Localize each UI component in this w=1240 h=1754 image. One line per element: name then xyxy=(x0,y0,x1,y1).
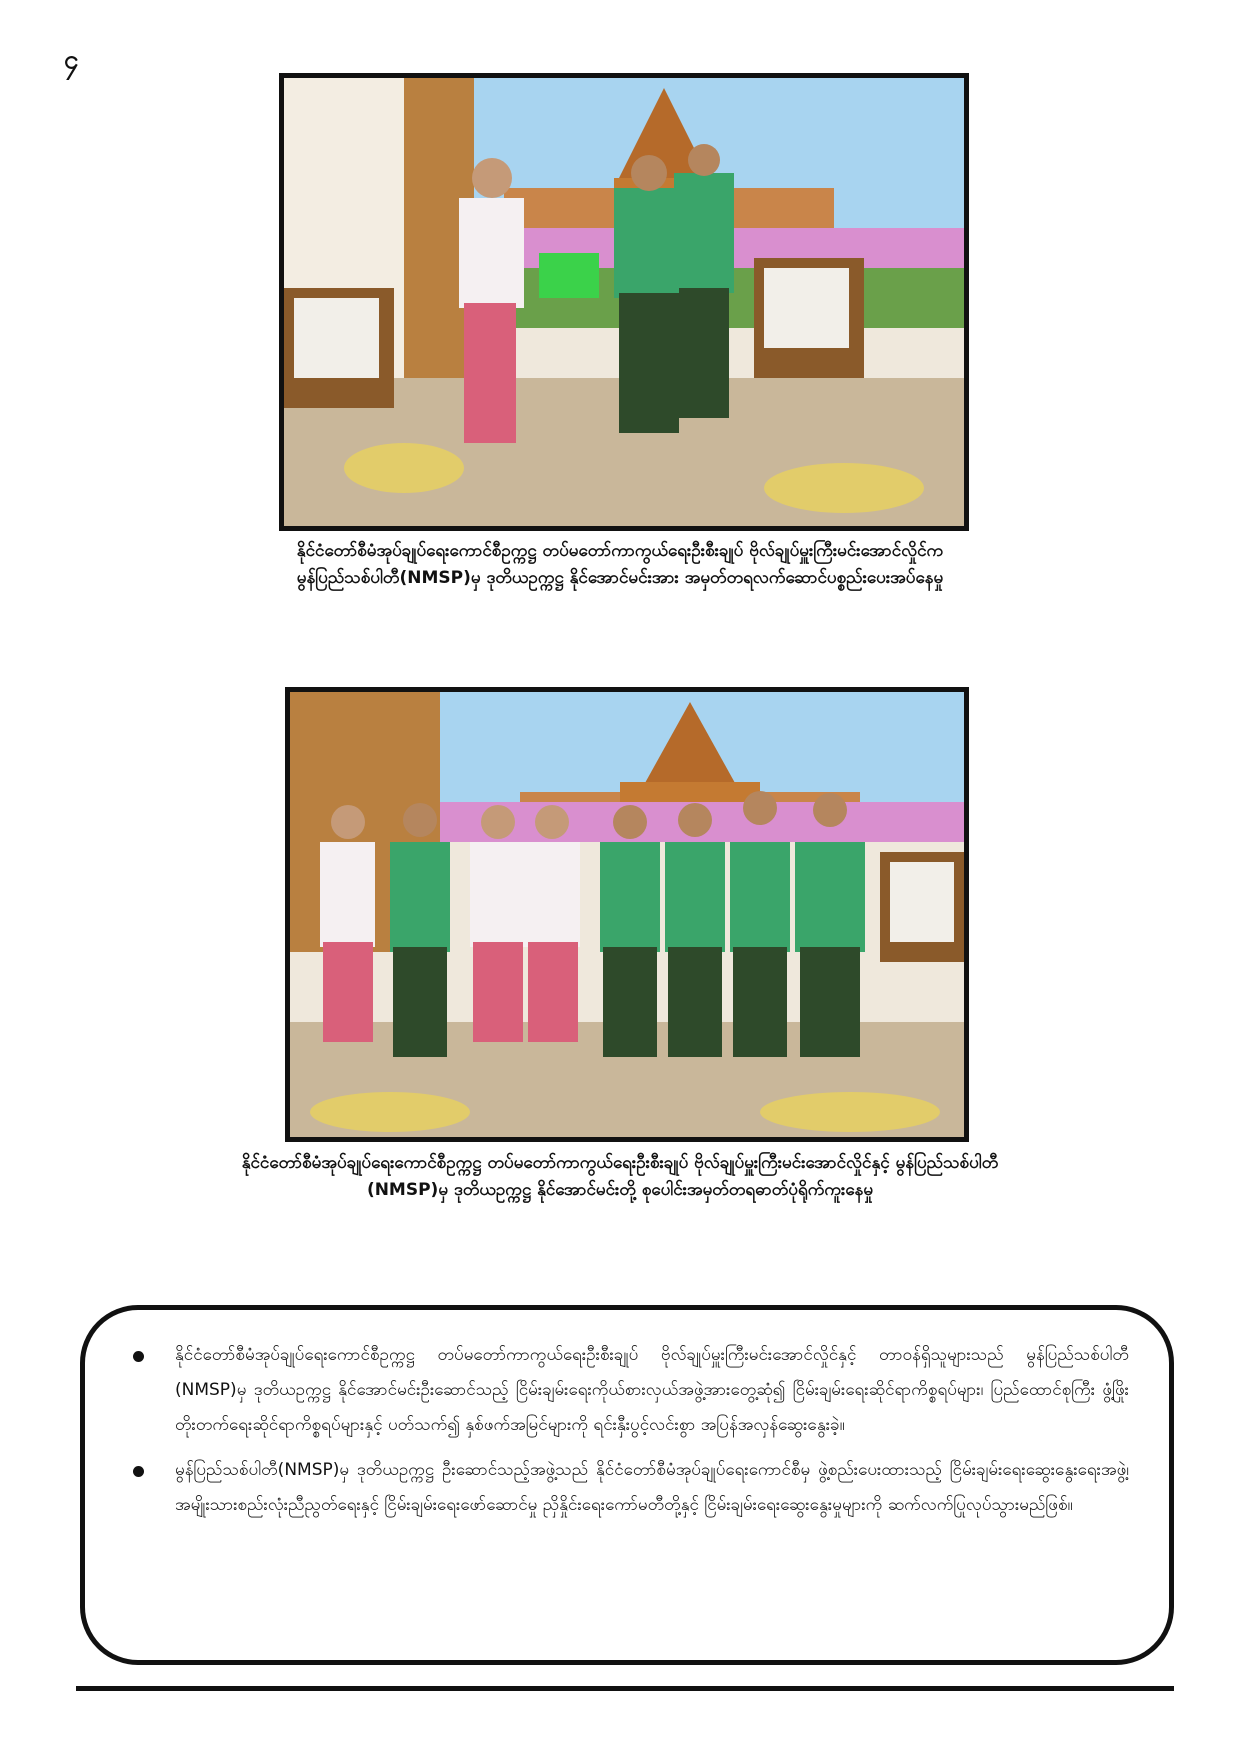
bullet-icon xyxy=(133,1466,144,1477)
group-photo-caption xyxy=(120,1150,1120,1204)
caption-line: (NMSP)မှ ဒုတိယဥက္ကဋ္ဌ နိုင်အောင်မင်းတို့ စုပေါင်းအမှတ်တရဓာတ်ပုံရိုက်ကူးနေမှု xyxy=(366,1180,874,1200)
gift-presentation-photo xyxy=(279,73,969,531)
caption-line: နိုင်ငံတော်စီမံအုပ်ချုပ်ရေးကောင်စီဥက္ကဋ္ဌ တပ်မတော်ကာကွယ်ရေးဦးစီးချုပ် ဗိုလ်ချုပ်မှူးကြီးမင်းအောင်လှိုင်နှင့် မွန်ပြည်သစ်ပါတီ xyxy=(241,1153,999,1173)
summary-text: နိုင်ငံတော်စီမံအုပ်ချုပ်ရေးကောင်စီဥက္ကဋ္ဌ တပ်မတော်ကာကွယ်ရေးဦးစီးချုပ် ဗိုလ်ချုပ်မှူးကြီးမင်းအောင်လှိုင်နှင့် တာဝန်ရှိသူများသည် မွန်ပြည်သစ်ပါတီ (NMSP)မှ ဒုတိယဥက္ကဋ္ဌ နိုင်အောင်မင်းဦးဆောင်သည့် ငြိမ်းချမ်းရေးကိုယ်စားလှယ်အဖွဲ့အားတွေ့ဆုံ၍ ငြိမ်းချမ်းရေးဆိုင်ရာကိစ္စရပ်များ၊ ပြည်ထောင်စုကြီး ဖွံ့ဖြိုးတိုးတက်ရေးဆိုင်ရာကိစ္စရပ်များနှင့် ပတ်သက်၍ နှစ်ဖက်အမြင်များကို ရင်းနှီးပွင့်လင်းစွာ အပြန်အလှန်ဆွေးနွေးခဲ့။ xyxy=(175,1345,1129,1435)
summary-box xyxy=(80,1305,1174,1665)
page-number: ၄ xyxy=(64,45,79,75)
caption-line: မွန်ပြည်သစ်ပါတီ(NMSP)မှ ဒုတိယဥက္ကဋ္ဌ နိုင်အောင်မင်းအား အမှတ်တရလက်ဆောင်ပစ္စည်းပေးအပ်နေမှု xyxy=(296,568,944,588)
group-photo-illustration xyxy=(290,692,964,1137)
gift-presentation-caption xyxy=(120,538,1120,592)
gift-presentation-photo-illustration xyxy=(284,78,964,526)
caption-line: နိုင်ငံတော်စီမံအုပ်ချုပ်ရေးကောင်စီဥက္ကဋ္ဌ တပ်မတော်ကာကွယ်ရေးဦးစီးချုပ် ဗိုလ်ချုပ်မှူးကြီးမင်းအောင်လှိုင်က xyxy=(296,541,944,561)
bullet-icon xyxy=(133,1351,144,1362)
summary-text: မွန်ပြည်သစ်ပါတီ(NMSP)မှ ဒုတိယဥက္ကဋ္ဌ ဦးဆောင်သည့်အဖွဲ့သည် နိုင်ငံတော်စီမံအုပ်ချုပ်ရေးကောင်စီမှ ဖွဲ့စည်းပေးထားသည့် ငြိမ်းချမ်းရေးဆွေးနွေးရေးအဖွဲ့၊ အမျိုးသားစည်းလုံးညီညွတ်ရေးနှင့် ငြိမ်းချမ်းရေးဖော်ဆောင်မှု ညှိနှိုင်းရေးကော်မတီတို့နှင့် ငြိမ်းချမ်းရေးဆွေးနွေးမှုများကို ဆက်လက်ပြုလုပ်သွားမည်ဖြစ်။ xyxy=(175,1460,1129,1515)
summary-item xyxy=(125,1453,1129,1523)
summary-list xyxy=(125,1338,1129,1523)
group-photo xyxy=(285,687,969,1142)
summary-item xyxy=(125,1338,1129,1443)
footer-rule xyxy=(76,1686,1174,1691)
